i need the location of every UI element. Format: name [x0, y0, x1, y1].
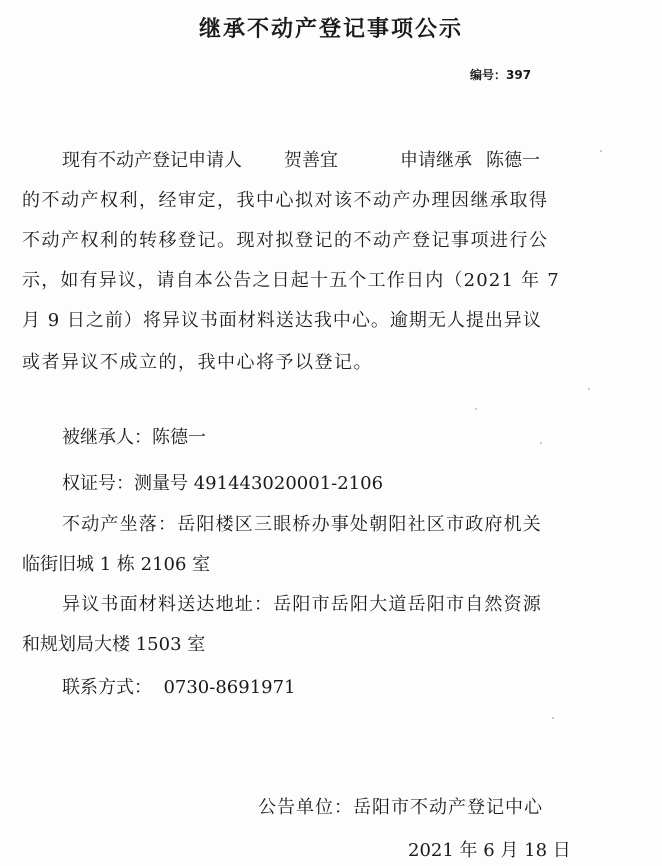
- intro-line-4: 示，如有异议，请自本公告之日起十五个工作日内（2021 年 7: [22, 270, 560, 291]
- location-line-1: 不动产坐落：岳阳楼区三眼桥办事处朝阳社区市政府机关: [62, 514, 542, 535]
- decedent-line: 被继承人：陈德一: [62, 427, 206, 448]
- scan-speck: [540, 442, 542, 444]
- intro-line-3: 不动产权利的转移登记。现对拟登记的不动产登记事项进行公: [22, 230, 549, 251]
- applicant-name: 贺善宜: [284, 150, 338, 171]
- scan-speck: [475, 408, 477, 410]
- issuer-line: 公告单位：岳阳市不动产登记中心: [258, 797, 543, 818]
- notice-title: 继承不动产登记事项公示: [198, 17, 463, 42]
- objection-address-line-1: 异议书面材料送达地址：岳阳市岳阳大道岳阳市自然资源: [62, 594, 542, 615]
- scan-speck: [552, 717, 554, 719]
- objection-address-line-2: 和规划局大楼 1503 室: [22, 634, 206, 655]
- intro-line-6: 或者异议不成立的，我中心将予以登记。: [22, 352, 373, 373]
- location-line-2: 临街旧城 1 栋 2106 室: [22, 554, 211, 575]
- issue-date: 2021 年 6 月 18 日: [408, 840, 571, 861]
- document-number: 编号：397: [470, 68, 532, 82]
- contact-line: 联系方式： 0730-8691971: [62, 677, 296, 698]
- intro-text-a: 现有不动产登记申请人: [62, 150, 242, 171]
- scan-speck: [600, 150, 602, 152]
- intro-text-b: 申请继承: [400, 150, 472, 171]
- intro-line-1: [62, 150, 540, 172]
- certificate-line: 权证号：测量号 491443020001-2106: [62, 473, 384, 494]
- decedent-name: 陈德一: [486, 150, 540, 171]
- intro-line-5: 月 9 日之前）将异议书面材料送达我中心。逾期无人提出异议: [22, 310, 542, 331]
- scan-speck: [588, 388, 590, 390]
- intro-line-2: 的不动产权利，经审定，我中心拟对该不动产办理因继承取得: [22, 190, 549, 211]
